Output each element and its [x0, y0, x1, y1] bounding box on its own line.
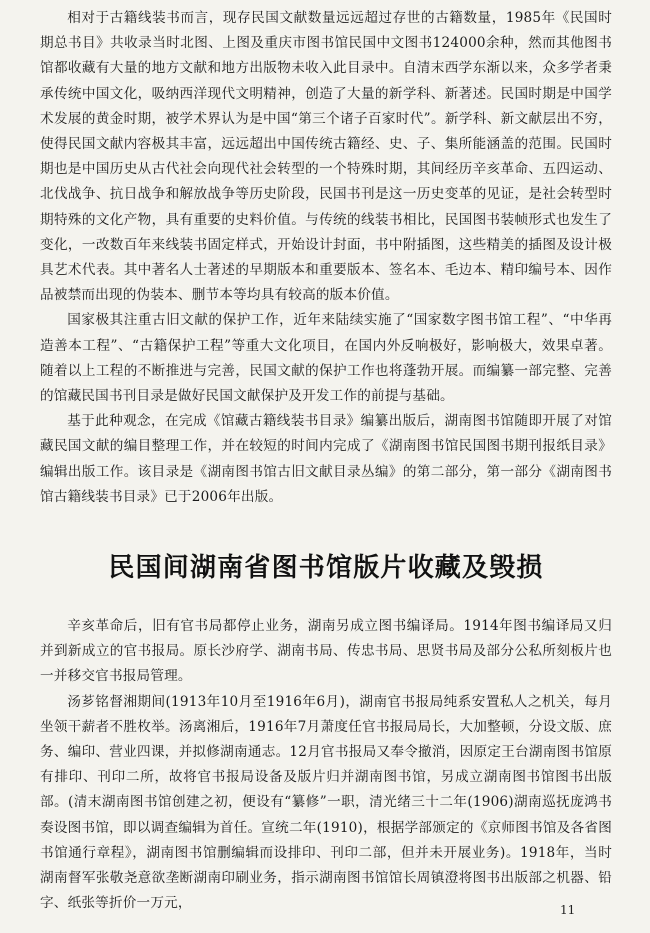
- printing-blocks-section: [40, 614, 612, 916]
- paragraph-tang-xiangming-period: 汤芗铭督湘期间(1913年10月至1916年6月)，湖南官书报局纯系安置私人之机关，每月坐领干薪者不胜枚举。汤离湘后，1916年7月萧度任官书报局局长，大加整顿，分设文版、庶务、编印、营业四课，并拟修湖南通志。12月官书报局又奉令撤消，因原定王台湖南图书馆原有排印、刊印二所，故将官书报局设备及版片归并湖南图书馆，另成立湖南图书馆图书出版部。(清末湖南图书馆创建之初，便设有“纂修”一职，清光绪三十二年(1906)湖南巡抚庞鸿书奏设图书馆，即以调查编辑为首任。宣统二年(1910)，根据学部颁定的《京师图书馆及各省图书馆通行章程》，湖南图书馆删编辑而设排印、刊印二部，但并未开展业务)。1918年，当时湖南督军张敬尧意欲垄断湖南印刷业务，指示湖南图书馆馆长周镇澄将图书出版部之机器、铅字、纸张等折价一万元，: [40, 693, 612, 912]
- paragraph-preservation-projects: 国家极其注重古旧文献的保护工作，近年来陆续实施了“国家数字图书馆工程”、“中华再造善本工程”、“古籍保护工程”等重大文化项目，在国内外反响极好，影响极大，效果卓著。随着以上工程的不断推进与完善，民国文献的保护工作也将蓬勃开展。而编纂一部完整、完善的馆藏民国书刊目录是做好民国文献保护及开发工作的前提与基础。: [40, 312, 612, 405]
- section-heading: 民国间湖南省图书馆版片收藏及毁损: [108, 553, 544, 584]
- paragraph-after-revolution: 辛亥革命后，旧有官书局都停止业务，湖南另成立图书编译局。1914年图书编译局又归并到新成立的官书报局。原长沙府学、湖南书局、传忠书局、思贤书局及部分公私所刻板片也一并移交官书报局管理。: [40, 618, 612, 685]
- paragraph-catalog-compilation: 基于此种观念，在完成《馆藏古籍线装书目录》编纂出版后，湖南图书馆随即开展了对馆藏民国文献的编目整理工作，并在较短的时间内完成了《湖南图书馆民国图书期刊报纸目录》编辑出版工作。该目录是《湖南图书馆古旧文献目录丛编》的第二部分，第一部分《湖南图书馆古籍线装书目录》已于2006年出版。: [40, 413, 612, 505]
- page-number: 11: [560, 903, 576, 917]
- intro-section: [40, 6, 612, 510]
- paragraph-republican-literature: 相对于古籍线装书而言，现存民国文献数量远远超过存世的古籍数量，1985年《民国时期总书目》共收录当时北图、上图及重庆市图书馆民国中文图书124000余种，然而其他图书馆都收藏有大量的地方文献和地方出版物未收入此目录中。自清末西学东渐以来，众多学者秉承传统中国文化，吸纳西洋现代文明精神，创造了大量的新学科、新著述。民国时期是中国学术发展的黄金时期，被学术界认为是中国“第三个诸子百家时代”。新学科、新文献层出不穷，使得民国文献内容极其丰富，远远超出中国传统古籍经、史、子、集所能涵盖的范围。民国时期也是中国历史从古代社会向现代社会转型的一个特殊时期，其间经历辛亥革命、五四运动、北伐战争、抗日战争和解放战争等历史阶段，民国书刊是这一历史变革的见证，是社会转型时期特殊的文化产物，具有重要的史料价值。与传统的线装书相比，民国图书装帧形式也发生了变化，一改数百年来线装书固定样式，开始设计封面，书中附插图，这些精美的插图及设计极具艺术代表。其中著名人士著述的早期版本和重要版本、签名本、毛边本、精印编号本、因作品被禁而出现的伪装本、删节本等均具有较高的版本价值。: [40, 10, 612, 304]
